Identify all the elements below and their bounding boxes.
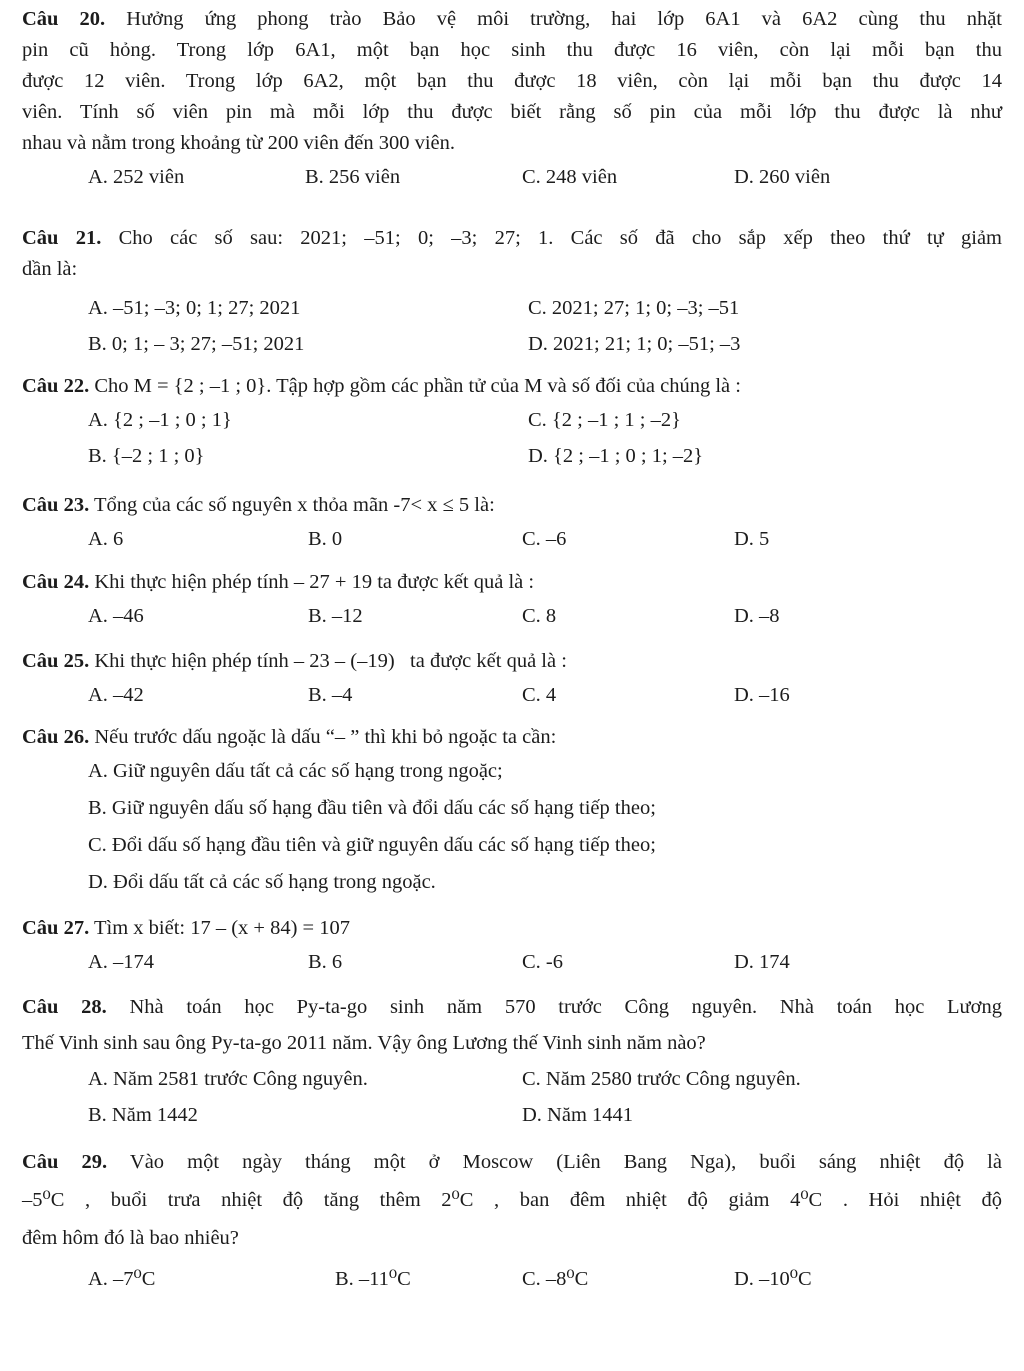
question-stem-line — [22, 646, 1002, 677]
question-number: Câu 26. — [22, 726, 90, 748]
question-stem-line — [22, 223, 1002, 254]
option-a[interactable]: A. 252 viên — [88, 166, 185, 188]
option-a[interactable]: A. {2 ; –1 ; 0 ; 1} — [88, 409, 232, 431]
options-row — [22, 1257, 1002, 1301]
question-27 — [22, 913, 1002, 980]
question-stem-line — [22, 1143, 1002, 1181]
question-stem-line: đêm hôm đó là bao nhiêu? — [22, 1227, 239, 1249]
options-row — [22, 598, 1002, 634]
option-b[interactable]: B. –4 — [308, 684, 353, 706]
question-29 — [22, 1143, 1002, 1301]
options-row — [22, 159, 1002, 195]
question-stem-line — [22, 490, 1002, 521]
option-b[interactable]: B. 6 — [308, 951, 343, 973]
question-23 — [22, 490, 1002, 557]
option-b[interactable]: B. {–2 ; 1 ; 0} — [88, 445, 205, 467]
option-c[interactable]: C. –6 — [522, 528, 567, 550]
option-d[interactable]: D. –16 — [734, 684, 790, 706]
options-row — [22, 521, 1002, 557]
question-stem-line — [22, 371, 1002, 402]
stem-text: Tìm x biết: 17 – (x + 84) = 107 — [93, 917, 350, 939]
question-20 — [22, 4, 1002, 195]
option-c[interactable]: C. Năm 2580 trước Công nguyên. — [522, 1068, 801, 1090]
question-stem-line — [22, 913, 1002, 944]
question-stem-line: viên. Tính số viên pin mà mỗi lớp thu được biết rằng số pin của mỗi lớp thu được là như — [22, 101, 1002, 123]
option-c[interactable]: C. –8⁰C — [522, 1268, 589, 1290]
question-28 — [22, 989, 1002, 1133]
option-a[interactable]: A. Năm 2581 trước Công nguyên. — [88, 1068, 368, 1090]
option-b[interactable]: B. Năm 1442 — [88, 1104, 198, 1126]
question-stem-line — [22, 4, 1002, 35]
option-a[interactable]: A. –46 — [88, 605, 144, 627]
question-stem-line: được 12 viên. Trong lớp 6A2, một bạn thu được 18 viên, còn lại mỗi bạn thu được 14 — [22, 70, 1002, 92]
question-24 — [22, 567, 1002, 634]
question-stem-line: pin cũ hỏng. Trong lớp 6A1, một bạn học sinh thu được 16 viên, còn lại mỗi bạn thu — [22, 39, 1002, 61]
question-stem-line — [22, 567, 1002, 598]
question-number: Câu 24. — [22, 571, 90, 593]
options-row — [22, 677, 1002, 713]
stem-text: Vào một ngày tháng một ở Moscow (Liên Bang Nga), buổi sáng nhiệt độ là — [129, 1151, 1002, 1173]
question-stem-line: dần là: — [22, 258, 78, 280]
question-number: Câu 21. — [22, 227, 102, 249]
question-26 — [22, 722, 1002, 901]
option-a[interactable]: A. –7⁰C — [88, 1268, 156, 1290]
option-b[interactable]: B. 0; 1; – 3; 27; –51; 2021 — [88, 333, 305, 355]
question-number: Câu 29. — [22, 1151, 108, 1173]
stem-text: Cho M = {2 ; –1 ; 0}. Tập hợp gồm các phần tử của M và số đối của chúng là : — [94, 375, 741, 397]
option-a[interactable]: A. –42 — [88, 684, 144, 706]
question-number: Câu 23. — [22, 494, 90, 516]
options-row — [22, 944, 1002, 980]
stem-text: Nhà toán học Py-ta-go sinh năm 570 trước Công nguyên. Nhà toán học Lương — [129, 996, 1002, 1018]
option-a[interactable]: A. 6 — [88, 528, 124, 550]
option-d[interactable]: D. 5 — [734, 528, 770, 550]
option-b[interactable]: B. Giữ nguyên dấu số hạng đầu tiên và đổi dấu các số hạng tiếp theo; — [88, 797, 656, 819]
stem-text: Hưởng ứng phong trào Bảo vệ môi trường, hai lớp 6A1 và 6A2 cùng thu nhặt — [126, 8, 1002, 30]
question-stem-line: nhau và nằm trong khoảng từ 200 viên đến 300 viên. — [22, 132, 455, 154]
options-row — [22, 438, 1002, 474]
question-number: Câu 27. — [22, 917, 90, 939]
question-stem-line — [22, 989, 1002, 1025]
options-row — [22, 326, 1002, 362]
stem-text: Khi thực hiện phép tính – 27 + 19 ta được kết quả là : — [94, 571, 535, 593]
question-stem-line — [22, 722, 1002, 753]
option-c[interactable]: C. 2021; 27; 1; 0; –3; –51 — [528, 297, 740, 319]
option-c[interactable]: C. 8 — [522, 605, 557, 627]
stem-text: Cho các số sau: 2021; –51; 0; –3; 27; 1. Các số đã cho sắp xếp theo thứ tự giảm — [118, 227, 1002, 249]
option-c[interactable]: C. {2 ; –1 ; 1 ; –2} — [528, 409, 681, 431]
question-number: Câu 20. — [22, 8, 106, 30]
option-b[interactable]: B. –12 — [308, 605, 363, 627]
options-row — [22, 1061, 1002, 1097]
option-d[interactable]: D. Đổi dấu tất cả các số hạng trong ngoặc. — [88, 871, 436, 893]
option-c[interactable]: C. 248 viên — [522, 166, 618, 188]
stem-text: Nếu trước dấu ngoặc là dấu “– ” thì khi bỏ ngoặc ta cần: — [94, 726, 557, 748]
option-d[interactable]: D. {2 ; –1 ; 0 ; 1; –2} — [528, 445, 704, 467]
question-number: Câu 28. — [22, 996, 107, 1018]
options-row — [22, 1097, 1002, 1133]
question-22 — [22, 371, 1002, 474]
question-21 — [22, 223, 1002, 362]
option-a[interactable]: A. –174 — [88, 951, 155, 973]
option-a[interactable]: A. Giữ nguyên dấu tất cả các số hạng trong ngoặc; — [88, 760, 503, 782]
option-d[interactable]: D. Năm 1441 — [522, 1104, 634, 1126]
question-stem-line: Thế Vinh sinh sau ông Py-ta-go 2011 năm. Vậy ông Lương thế Vinh sinh năm nào? — [22, 1032, 706, 1054]
option-c[interactable]: C. Đổi dấu số hạng đầu tiên và giữ nguyên dấu các số hạng tiếp theo; — [88, 834, 656, 856]
options-row — [22, 402, 1002, 438]
question-number: Câu 25. — [22, 650, 90, 672]
option-d[interactable]: D. 174 — [734, 951, 790, 973]
option-d[interactable]: D. 2021; 21; 1; 0; –51; –3 — [528, 333, 741, 355]
option-d[interactable]: D. –10⁰C — [734, 1268, 812, 1290]
option-b[interactable]: B. 256 viên — [305, 166, 401, 188]
option-a[interactable]: A. –51; –3; 0; 1; 27; 2021 — [88, 297, 301, 319]
options-list — [88, 753, 1002, 901]
stem-text: Tổng của các số nguyên x thỏa mãn -7< x ≤ 5 là: — [93, 494, 495, 516]
question-number: Câu 22. — [22, 375, 90, 397]
option-b[interactable]: B. 0 — [308, 528, 343, 550]
options-row — [22, 290, 1002, 326]
option-d[interactable]: D. –8 — [734, 605, 780, 627]
question-stem-line: –5⁰C , buổi trưa nhiệt độ tăng thêm 2⁰C , ban đêm nhiệt độ giảm 4⁰C . Hỏi nhiệt độ — [22, 1189, 1002, 1211]
stem-text: Khi thực hiện phép tính – 23 – (–19) ta được kết quả là : — [94, 650, 567, 672]
option-c[interactable]: C. 4 — [522, 684, 557, 706]
question-25 — [22, 646, 1002, 713]
option-c[interactable]: C. -6 — [522, 951, 563, 973]
option-d[interactable]: D. 260 viên — [734, 166, 831, 188]
option-b[interactable]: B. –11⁰C — [335, 1268, 411, 1290]
